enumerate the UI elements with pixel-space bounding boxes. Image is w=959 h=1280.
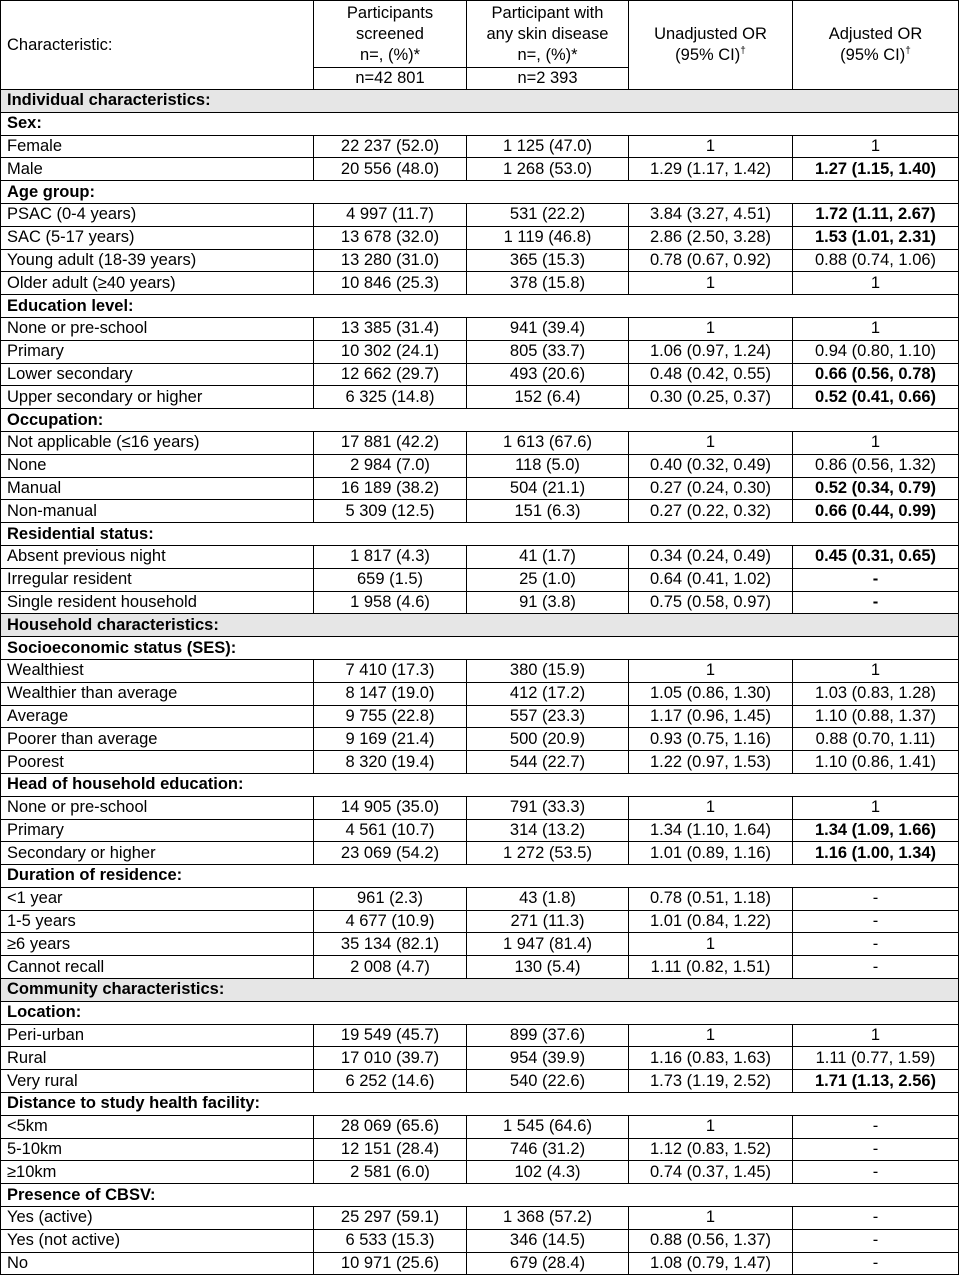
cell-unadjusted-or: 1 xyxy=(629,135,793,158)
table-row xyxy=(1,477,959,500)
cell-unadjusted-or: 1 xyxy=(629,659,793,682)
cell-adjusted-or: 0.88 (0.74, 1.06) xyxy=(793,249,959,272)
row-label: 5-10km xyxy=(1,1138,314,1161)
row-label: Cannot recall xyxy=(1,956,314,979)
cell-screened: 25 297 (59.1) xyxy=(314,1207,467,1230)
cell-screened: 6 252 (14.6) xyxy=(314,1070,467,1093)
table-header xyxy=(1,1,959,90)
subgroup-label: Occupation: xyxy=(1,409,959,432)
cell-skin-disease: 1 545 (64.6) xyxy=(467,1115,629,1138)
header-skin-line1: Participant with xyxy=(491,3,604,22)
row-label: 1-5 years xyxy=(1,910,314,933)
cell-unadjusted-or: 1.16 (0.83, 1.63) xyxy=(629,1047,793,1070)
cell-unadjusted-or: 1.05 (0.86, 1.30) xyxy=(629,682,793,705)
table-row xyxy=(1,1070,959,1093)
cell-adjusted-or: 1.10 (0.88, 1.37) xyxy=(793,705,959,728)
subgroup-label: Presence of CBSV: xyxy=(1,1184,959,1207)
row-label: None or pre-school xyxy=(1,317,314,340)
table-row xyxy=(1,591,959,614)
cell-unadjusted-or: 1.34 (1.10, 1.64) xyxy=(629,819,793,842)
table-row xyxy=(1,842,959,865)
cell-screened: 1 958 (4.6) xyxy=(314,591,467,614)
cell-adjusted-or: 1.16 (1.00, 1.34) xyxy=(793,842,959,865)
table-row xyxy=(1,910,959,933)
cell-adjusted-or: 1.72 (1.11, 2.67) xyxy=(793,203,959,226)
row-label: ≥10km xyxy=(1,1161,314,1184)
cell-screened: 9 755 (22.8) xyxy=(314,705,467,728)
cell-adjusted-or: 1 xyxy=(793,272,959,295)
subgroup-header-row xyxy=(1,523,959,546)
table-row xyxy=(1,1229,959,1252)
table-row xyxy=(1,568,959,591)
table-row xyxy=(1,705,959,728)
subgroup-header-row xyxy=(1,637,959,660)
cell-adjusted-or: 0.66 (0.56, 0.78) xyxy=(793,363,959,386)
cell-skin-disease: 540 (22.6) xyxy=(467,1070,629,1093)
row-label: Rural xyxy=(1,1047,314,1070)
cell-skin-disease: 791 (33.3) xyxy=(467,796,629,819)
table-row xyxy=(1,1138,959,1161)
row-label: <1 year xyxy=(1,887,314,910)
cell-screened: 28 069 (65.6) xyxy=(314,1115,467,1138)
cell-adjusted-or: 1.27 (1.15, 1.40) xyxy=(793,158,959,181)
cell-skin-disease: 271 (11.3) xyxy=(467,910,629,933)
row-label: Poorer than average xyxy=(1,728,314,751)
cell-unadjusted-or: 1 xyxy=(629,1207,793,1230)
header-unadj-line1: Unadjusted OR xyxy=(654,25,767,43)
row-label: Upper secondary or higher xyxy=(1,386,314,409)
row-label: PSAC (0-4 years) xyxy=(1,203,314,226)
cell-skin-disease: 954 (39.9) xyxy=(467,1047,629,1070)
cell-adjusted-or: 0.88 (0.70, 1.11) xyxy=(793,728,959,751)
cell-skin-disease: 493 (20.6) xyxy=(467,363,629,386)
cell-adjusted-or: - xyxy=(793,1138,959,1161)
header-screened-line3: n=, (%)* xyxy=(359,45,421,64)
table-row xyxy=(1,956,959,979)
cell-unadjusted-or: 0.40 (0.32, 0.49) xyxy=(629,454,793,477)
row-label: Lower secondary xyxy=(1,363,314,386)
subgroup-label: Head of household education: xyxy=(1,773,959,796)
row-label: Non-manual xyxy=(1,500,314,523)
cell-screened: 23 069 (54.2) xyxy=(314,842,467,865)
header-characteristic: Characteristic: xyxy=(1,1,314,90)
section-header-row xyxy=(1,979,959,1002)
cell-skin-disease: 500 (20.9) xyxy=(467,728,629,751)
cell-unadjusted-or: 1 xyxy=(629,933,793,956)
row-label: Very rural xyxy=(1,1070,314,1093)
subgroup-header-row xyxy=(1,181,959,204)
table-row xyxy=(1,431,959,454)
cell-screened: 10 302 (24.1) xyxy=(314,340,467,363)
cell-unadjusted-or: 0.88 (0.56, 1.37) xyxy=(629,1229,793,1252)
cell-adjusted-or: 1.03 (0.83, 1.28) xyxy=(793,682,959,705)
cell-screened: 20 556 (48.0) xyxy=(314,158,467,181)
header-adj-line1: Adjusted OR xyxy=(828,25,923,43)
cell-skin-disease: 1 119 (46.8) xyxy=(467,226,629,249)
cell-adjusted-or: 0.86 (0.56, 1.32) xyxy=(793,454,959,477)
subgroup-header-row xyxy=(1,295,959,318)
header-unadj-ci: (95% CI) xyxy=(675,46,741,64)
cell-skin-disease: 152 (6.4) xyxy=(467,386,629,409)
table-row xyxy=(1,500,959,523)
cell-screened: 2 008 (4.7) xyxy=(314,956,467,979)
cell-adjusted-or: - xyxy=(793,1207,959,1230)
subgroup-header-row xyxy=(1,773,959,796)
cell-adjusted-or: 0.94 (0.80, 1.10) xyxy=(793,340,959,363)
cell-screened: 8 147 (19.0) xyxy=(314,682,467,705)
row-label: Manual xyxy=(1,477,314,500)
cell-skin-disease: 1 125 (47.0) xyxy=(467,135,629,158)
cell-skin-disease: 43 (1.8) xyxy=(467,887,629,910)
table-row xyxy=(1,682,959,705)
cell-unadjusted-or: 1 xyxy=(629,431,793,454)
cell-adjusted-or: - xyxy=(793,568,959,591)
cell-unadjusted-or: 1.22 (0.97, 1.53) xyxy=(629,751,793,774)
subgroup-header-row xyxy=(1,865,959,888)
cell-adjusted-or: - xyxy=(793,1161,959,1184)
row-label: Older adult (≥40 years) xyxy=(1,272,314,295)
cell-screened: 5 309 (12.5) xyxy=(314,500,467,523)
table-row xyxy=(1,272,959,295)
cell-adjusted-or: 1 xyxy=(793,1024,959,1047)
table-row xyxy=(1,363,959,386)
cell-skin-disease: 679 (28.4) xyxy=(467,1252,629,1275)
cell-unadjusted-or: 1.06 (0.97, 1.24) xyxy=(629,340,793,363)
cell-unadjusted-or: 1 xyxy=(629,796,793,819)
cell-skin-disease: 531 (22.2) xyxy=(467,203,629,226)
cell-unadjusted-or: 1.17 (0.96, 1.45) xyxy=(629,705,793,728)
cell-screened: 1 817 (4.3) xyxy=(314,545,467,568)
header-unadj-line2 xyxy=(631,45,790,66)
cell-unadjusted-or: 0.34 (0.24, 0.49) xyxy=(629,545,793,568)
cell-skin-disease: 805 (33.7) xyxy=(467,340,629,363)
cell-adjusted-or: - xyxy=(793,1252,959,1275)
cell-unadjusted-or: 1 xyxy=(629,1024,793,1047)
cell-skin-disease: 91 (3.8) xyxy=(467,591,629,614)
cell-screened: 19 549 (45.7) xyxy=(314,1024,467,1047)
section-label: Community characteristics: xyxy=(1,979,959,1002)
subgroup-header-row xyxy=(1,1184,959,1207)
table-row xyxy=(1,386,959,409)
header-participants-skin-disease xyxy=(467,1,629,68)
cell-screened: 6 325 (14.8) xyxy=(314,386,467,409)
dagger-mark: † xyxy=(905,45,911,57)
cell-screened: 7 410 (17.3) xyxy=(314,659,467,682)
table-row xyxy=(1,1115,959,1138)
cell-screened: 2 581 (6.0) xyxy=(314,1161,467,1184)
cell-screened: 4 677 (10.9) xyxy=(314,910,467,933)
subgroup-header-row xyxy=(1,409,959,432)
row-label: No xyxy=(1,1252,314,1275)
cell-adjusted-or: - xyxy=(793,956,959,979)
cell-skin-disease: 504 (21.1) xyxy=(467,477,629,500)
cell-unadjusted-or: 3.84 (3.27, 4.51) xyxy=(629,203,793,226)
header-screened-line1: Participants xyxy=(346,3,434,22)
row-label: Poorest xyxy=(1,751,314,774)
table-row xyxy=(1,545,959,568)
row-label: SAC (5-17 years) xyxy=(1,226,314,249)
cell-screened: 659 (1.5) xyxy=(314,568,467,591)
table-row xyxy=(1,796,959,819)
cell-screened: 14 905 (35.0) xyxy=(314,796,467,819)
subgroup-header-row xyxy=(1,1001,959,1024)
subgroup-label: Duration of residence: xyxy=(1,865,959,888)
row-label: Yes (not active) xyxy=(1,1229,314,1252)
table-row xyxy=(1,340,959,363)
cell-adjusted-or: 1 xyxy=(793,317,959,340)
header-adj-line2 xyxy=(795,45,956,66)
dagger-mark: † xyxy=(740,45,746,57)
cell-skin-disease: 1 272 (53.5) xyxy=(467,842,629,865)
cell-unadjusted-or: 0.78 (0.67, 0.92) xyxy=(629,249,793,272)
header-n-skin: n=2 393 xyxy=(467,68,629,90)
subgroup-label: Age group: xyxy=(1,181,959,204)
row-label: Yes (active) xyxy=(1,1207,314,1230)
table-row xyxy=(1,1024,959,1047)
row-label: Secondary or higher xyxy=(1,842,314,865)
cell-unadjusted-or: 1 xyxy=(629,272,793,295)
table-row xyxy=(1,933,959,956)
cell-skin-disease: 378 (15.8) xyxy=(467,272,629,295)
cell-unadjusted-or: 2.86 (2.50, 3.28) xyxy=(629,226,793,249)
header-participants-screened xyxy=(314,1,467,68)
cell-skin-disease: 102 (4.3) xyxy=(467,1161,629,1184)
cell-screened: 4 997 (11.7) xyxy=(314,203,467,226)
table-row xyxy=(1,1161,959,1184)
cell-unadjusted-or: 1.08 (0.79, 1.47) xyxy=(629,1252,793,1275)
header-skin-line2: any skin disease xyxy=(486,24,609,43)
cell-skin-disease: 544 (22.7) xyxy=(467,751,629,774)
cell-screened: 13 678 (32.0) xyxy=(314,226,467,249)
cell-skin-disease: 899 (37.6) xyxy=(467,1024,629,1047)
subgroup-header-row xyxy=(1,112,959,135)
cell-unadjusted-or: 0.64 (0.41, 1.02) xyxy=(629,568,793,591)
cell-adjusted-or: - xyxy=(793,887,959,910)
cell-adjusted-or: - xyxy=(793,1115,959,1138)
table-row xyxy=(1,751,959,774)
header-n-screened: n=42 801 xyxy=(314,68,467,90)
cell-adjusted-or: 1.34 (1.09, 1.66) xyxy=(793,819,959,842)
header-adj-ci: (95% CI) xyxy=(840,46,906,64)
subgroup-label: Socioeconomic status (SES): xyxy=(1,637,959,660)
section-label: Household characteristics: xyxy=(1,614,959,637)
row-label: Female xyxy=(1,135,314,158)
subgroup-label: Distance to study health facility: xyxy=(1,1093,959,1116)
table-body xyxy=(1,90,959,1275)
cell-adjusted-or: 1 xyxy=(793,659,959,682)
cell-skin-disease: 746 (31.2) xyxy=(467,1138,629,1161)
cell-unadjusted-or: 0.75 (0.58, 0.97) xyxy=(629,591,793,614)
cell-screened: 17 881 (42.2) xyxy=(314,431,467,454)
section-header-row xyxy=(1,614,959,637)
table-row xyxy=(1,1252,959,1275)
header-screened-line2: screened xyxy=(356,24,424,43)
cell-skin-disease: 1 947 (81.4) xyxy=(467,933,629,956)
row-label: Wealthier than average xyxy=(1,682,314,705)
cell-unadjusted-or: 1.12 (0.83, 1.52) xyxy=(629,1138,793,1161)
cell-unadjusted-or: 0.74 (0.37, 1.45) xyxy=(629,1161,793,1184)
table-row xyxy=(1,659,959,682)
table-row xyxy=(1,203,959,226)
cell-screened: 16 189 (38.2) xyxy=(314,477,467,500)
cell-unadjusted-or: 1.01 (0.89, 1.16) xyxy=(629,842,793,865)
cell-skin-disease: 314 (13.2) xyxy=(467,819,629,842)
cell-unadjusted-or: 0.27 (0.22, 0.32) xyxy=(629,500,793,523)
table-row xyxy=(1,454,959,477)
cell-adjusted-or: - xyxy=(793,591,959,614)
cell-screened: 12 151 (28.4) xyxy=(314,1138,467,1161)
cell-screened: 17 010 (39.7) xyxy=(314,1047,467,1070)
header-unadjusted-or xyxy=(629,1,793,90)
row-label: Not applicable (≤16 years) xyxy=(1,431,314,454)
cell-screened: 8 320 (19.4) xyxy=(314,751,467,774)
cell-unadjusted-or: 1.01 (0.84, 1.22) xyxy=(629,910,793,933)
cell-skin-disease: 365 (15.3) xyxy=(467,249,629,272)
table-row xyxy=(1,1047,959,1070)
cell-screened: 22 237 (52.0) xyxy=(314,135,467,158)
row-label: Young adult (18-39 years) xyxy=(1,249,314,272)
subgroup-label: Sex: xyxy=(1,112,959,135)
section-header-row xyxy=(1,90,959,113)
row-label: Irregular resident xyxy=(1,568,314,591)
row-label: Peri-urban xyxy=(1,1024,314,1047)
row-label: ≥6 years xyxy=(1,933,314,956)
table-row xyxy=(1,226,959,249)
cell-skin-disease: 1 368 (57.2) xyxy=(467,1207,629,1230)
cell-adjusted-or: 1.71 (1.13, 2.56) xyxy=(793,1070,959,1093)
cell-skin-disease: 380 (15.9) xyxy=(467,659,629,682)
table-row xyxy=(1,887,959,910)
cell-adjusted-or: 1 xyxy=(793,796,959,819)
cell-unadjusted-or: 0.27 (0.24, 0.30) xyxy=(629,477,793,500)
cell-adjusted-or: 1.11 (0.77, 1.59) xyxy=(793,1047,959,1070)
cell-skin-disease: 412 (17.2) xyxy=(467,682,629,705)
cell-skin-disease: 118 (5.0) xyxy=(467,454,629,477)
cell-skin-disease: 25 (1.0) xyxy=(467,568,629,591)
cell-adjusted-or: - xyxy=(793,1229,959,1252)
cell-unadjusted-or: 0.78 (0.51, 1.18) xyxy=(629,887,793,910)
subgroup-label: Residential status: xyxy=(1,523,959,546)
cell-screened: 2 984 (7.0) xyxy=(314,454,467,477)
cell-skin-disease: 1 613 (67.6) xyxy=(467,431,629,454)
row-label: None xyxy=(1,454,314,477)
cell-skin-disease: 41 (1.7) xyxy=(467,545,629,568)
cell-screened: 13 280 (31.0) xyxy=(314,249,467,272)
row-label: <5km xyxy=(1,1115,314,1138)
table-row xyxy=(1,1207,959,1230)
row-label: Male xyxy=(1,158,314,181)
header-adjusted-or xyxy=(793,1,959,90)
cell-skin-disease: 1 268 (53.0) xyxy=(467,158,629,181)
table-row xyxy=(1,819,959,842)
cell-unadjusted-or: 1.29 (1.17, 1.42) xyxy=(629,158,793,181)
cell-adjusted-or: 1 xyxy=(793,431,959,454)
cell-screened: 6 533 (15.3) xyxy=(314,1229,467,1252)
row-label: Average xyxy=(1,705,314,728)
cell-unadjusted-or: 0.48 (0.42, 0.55) xyxy=(629,363,793,386)
cell-skin-disease: 941 (39.4) xyxy=(467,317,629,340)
cell-screened: 10 971 (25.6) xyxy=(314,1252,467,1275)
subgroup-header-row xyxy=(1,1093,959,1116)
cell-unadjusted-or: 1 xyxy=(629,317,793,340)
row-label: Absent previous night xyxy=(1,545,314,568)
cell-screened: 4 561 (10.7) xyxy=(314,819,467,842)
cell-skin-disease: 346 (14.5) xyxy=(467,1229,629,1252)
row-label: Single resident household xyxy=(1,591,314,614)
cell-adjusted-or: 0.52 (0.41, 0.66) xyxy=(793,386,959,409)
cell-screened: 35 134 (82.1) xyxy=(314,933,467,956)
row-label: None or pre-school xyxy=(1,796,314,819)
cell-screened: 10 846 (25.3) xyxy=(314,272,467,295)
cell-unadjusted-or: 1 xyxy=(629,1115,793,1138)
cell-skin-disease: 151 (6.3) xyxy=(467,500,629,523)
cell-unadjusted-or: 1.73 (1.19, 2.52) xyxy=(629,1070,793,1093)
cell-adjusted-or: 0.45 (0.31, 0.65) xyxy=(793,545,959,568)
cell-skin-disease: 557 (23.3) xyxy=(467,705,629,728)
section-label: Individual characteristics: xyxy=(1,90,959,113)
cell-adjusted-or: 1.53 (1.01, 2.31) xyxy=(793,226,959,249)
table-row xyxy=(1,728,959,751)
cell-adjusted-or: 1 xyxy=(793,135,959,158)
cell-adjusted-or: 1.10 (0.86, 1.41) xyxy=(793,751,959,774)
cell-screened: 13 385 (31.4) xyxy=(314,317,467,340)
table-row xyxy=(1,249,959,272)
cell-unadjusted-or: 1.11 (0.82, 1.51) xyxy=(629,956,793,979)
table-row xyxy=(1,317,959,340)
cell-screened: 9 169 (21.4) xyxy=(314,728,467,751)
cell-unadjusted-or: 0.93 (0.75, 1.16) xyxy=(629,728,793,751)
cell-adjusted-or: 0.52 (0.34, 0.79) xyxy=(793,477,959,500)
row-label: Wealthiest xyxy=(1,659,314,682)
cell-unadjusted-or: 0.30 (0.25, 0.37) xyxy=(629,386,793,409)
cell-adjusted-or: 0.66 (0.44, 0.99) xyxy=(793,500,959,523)
header-skin-line3: n=, (%)* xyxy=(517,45,578,64)
row-label: Primary xyxy=(1,819,314,842)
subgroup-label: Location: xyxy=(1,1001,959,1024)
table-row xyxy=(1,158,959,181)
cell-adjusted-or: - xyxy=(793,910,959,933)
table-row xyxy=(1,135,959,158)
subgroup-label: Education level: xyxy=(1,295,959,318)
cell-skin-disease: 130 (5.4) xyxy=(467,956,629,979)
row-label: Primary xyxy=(1,340,314,363)
cell-screened: 961 (2.3) xyxy=(314,887,467,910)
cell-adjusted-or: - xyxy=(793,933,959,956)
cell-screened: 12 662 (29.7) xyxy=(314,363,467,386)
